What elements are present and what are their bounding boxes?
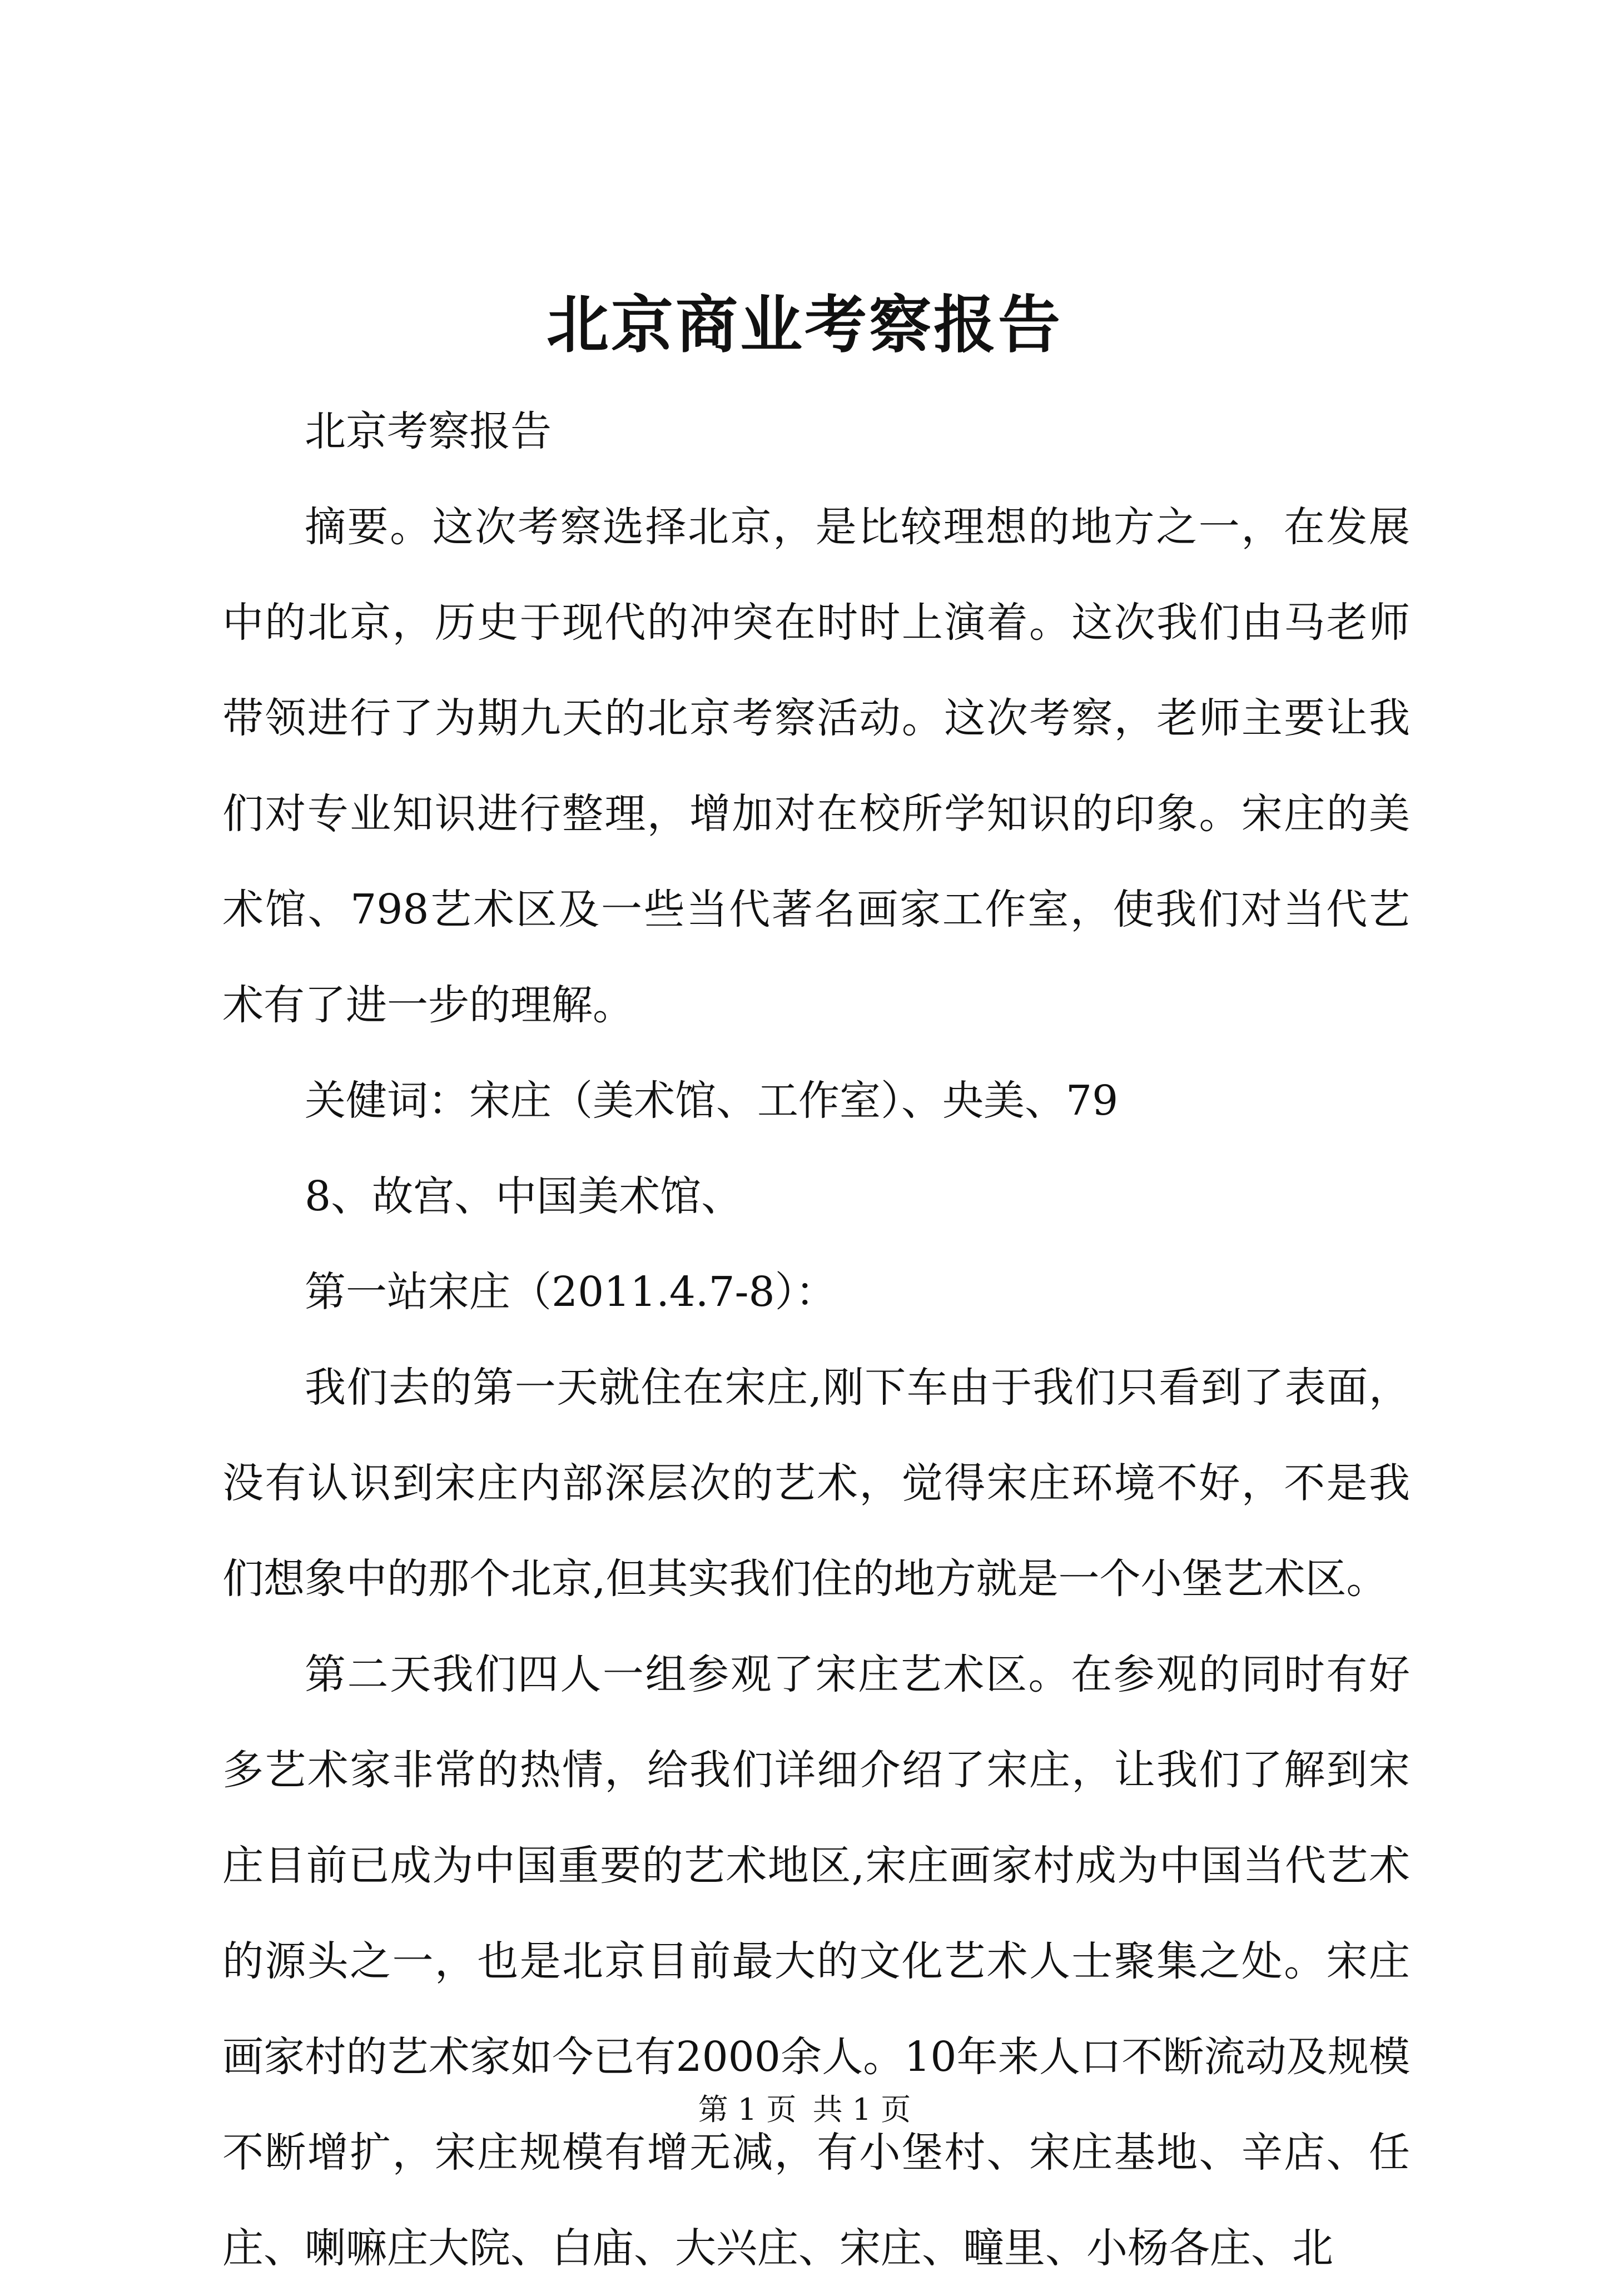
- keywords-continued-paragraph: 8、故宫、中国美术馆、: [305, 1172, 743, 1220]
- abstract-paragraph: 摘要。这次考察选择北京，是比较理想的地方之一，在发展中的北京，历史于现代的冲突在时时上演着。这次我们由马老师带领进行了为期九天的北京考察活动。这次考察，老师主要让我们对专业知识进行整理，增加对在校所学知识的印象。宋庄的美术馆、798艺术区及一些当代著名画家工作室，使我们对当代艺术有了进一步的理解。: [222, 503, 1410, 1029]
- body-paragraph: 我们去的第一天就住在宋庄,刚下车由于我们只看到了表面，没有认识到宋庄内部深层次的艺术，觉得宋庄环境不好，不是我们想象中的那个北京,但其实我们住的地方就是一个小堡艺术区。: [222, 1364, 1410, 1603]
- document-title: 北京商业考察报告: [547, 289, 1062, 361]
- document-body: [222, 384, 1410, 2296]
- total-pages: 共 1 页: [812, 2092, 911, 2127]
- page-number: 第 1 页: [698, 2092, 797, 2127]
- subtitle-paragraph: 北京考察报告: [305, 407, 552, 455]
- page-footer: [0, 2088, 1609, 2132]
- keywords-paragraph: 关健词：宋庄（美术馆、工作室）、央美、79: [305, 1077, 1119, 1125]
- body-paragraph: 第二天我们四人一组参观了宋庄艺术区。在参观的同时有好多艺术家非常的热情，给我们详细介绍了宋庄，让我们了解到宋庄目前已成为中国重要的艺术地区,宋庄画家村成为中国当代艺术的源头之一，也是北京目前最大的文化艺术人士聚集之处。宋庄画家村的艺术家如今已有2000余人。10年来人口不断流动及规模不断增扩，宋庄规模有增无减，有小堡村、宋庄基地、辛店、任庄、喇嘛庄大院、白庙、大兴庄、宋庄、疃里、小杨各庄、北: [222, 1651, 1410, 2272]
- section-heading-songzhuang: 第一站宋庄（2011.4.7-8）：: [305, 1268, 837, 1316]
